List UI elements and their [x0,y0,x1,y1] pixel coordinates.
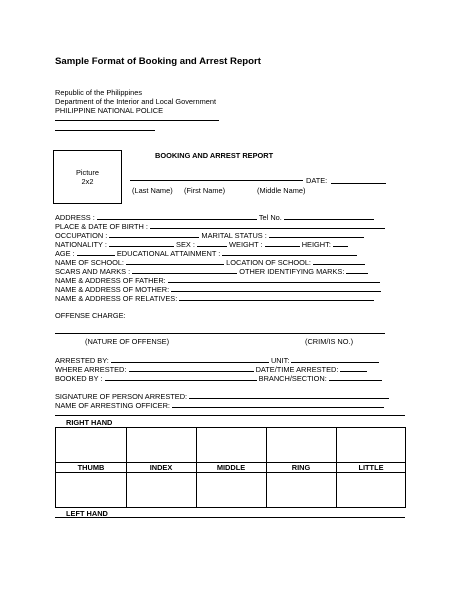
arrested-by-field[interactable] [111,355,269,363]
marital-status-field[interactable] [269,230,364,238]
finger-label-thumb: THUMB [77,463,105,472]
last-name-caption: (Last Name) [132,186,173,195]
unit-label: UNIT: [270,356,290,365]
height-field[interactable] [333,239,348,247]
sex-field[interactable] [197,239,227,247]
arresting-officer-label: NAME OF ARRESTING OFFICER: [55,401,170,410]
offense-charge-label: OFFENSE CHARGE: [55,311,126,320]
finger-label-ring: RING [291,463,311,472]
branch-section-field[interactable] [329,373,382,381]
occupation-label: OCCUPATION : [55,231,108,240]
address-label: ADDRESS : [55,213,95,222]
relatives-label: NAME & ADDRESS OF RELATIVES: [55,294,178,303]
place-date-birth-field[interactable] [150,221,385,229]
address-field[interactable] [97,212,257,220]
label-row-bottom [56,472,405,473]
weight-label: WEIGHT : [229,240,263,249]
other-marks-label: OTHER IDENTIFYING MARKS: [239,267,345,276]
marital-status-label: MARITAL STATUS : [201,231,267,240]
nationality-field[interactable] [109,239,174,247]
offense-field[interactable] [55,333,385,334]
location-of-school-field[interactable] [313,257,365,265]
fingerprint-table [55,427,406,508]
date-time-arrested-label: DATE/TIME ARRESTED: [255,365,339,374]
other-marks-field[interactable] [346,266,368,274]
mother-label: NAME & ADDRESS OF MOTHER: [55,285,170,294]
name-line[interactable] [130,180,303,181]
unit-field[interactable] [291,355,379,363]
tel-field[interactable] [284,212,374,220]
educational-attainment-field[interactable] [222,248,357,256]
mother-field[interactable] [171,284,381,292]
report-title: BOOKING AND ARREST REPORT [155,151,274,160]
signature-person-arrested-label: SIGNATURE OF PERSON ARRESTED: [55,392,188,401]
father-field[interactable] [168,275,380,283]
relatives-field[interactable] [179,293,374,301]
header-pnp: PHILIPPINE NATIONAL POLICE [55,106,164,115]
place-date-birth-label: PLACE & DATE OF BIRTH : [55,222,148,231]
fingerprint-top-rule [55,415,405,416]
date-field[interactable] [331,183,386,184]
arresting-officer-row [55,400,384,410]
location-of-school-label: LOCATION OF SCHOOL: [226,258,311,267]
middle-name-caption: (Middle Name) [257,186,306,195]
right-hand-label: RIGHT HAND [66,418,113,427]
crim-no-caption: (CRIM/IS NO.) [305,337,354,346]
header-department: Department of the Interior and Local Government [55,97,217,106]
finger-label-little: LITTLE [358,463,384,472]
tel-label: Tel No. [258,213,282,222]
date-label: DATE: [306,176,328,185]
picture-size-label: 2x2 [81,177,94,186]
arrested-by-label: ARRESTED BY: [55,356,109,365]
nationality-label: NATIONALITY : [55,240,107,249]
arresting-officer-field[interactable] [172,400,384,408]
header-line-1 [55,120,219,121]
where-arrested-label: WHERE ARRESTED: [55,365,127,374]
age-label: AGE : [55,249,75,258]
booked-by-field[interactable] [105,373,257,381]
date-time-arrested-field[interactable] [340,364,367,372]
branch-section-label: BRANCH/SECTION: [258,374,327,383]
age-field[interactable] [77,248,115,256]
fingerprint-bottom-rule [55,517,405,518]
header-republic: Republic of the Philippines [55,88,143,97]
weight-field[interactable] [265,239,300,247]
height-label: HEIGHT: [301,240,331,249]
first-name-caption: (First Name) [184,186,226,195]
nature-of-offense-caption: (NATURE OF OFFENSE) [85,337,170,346]
name-of-school-field[interactable] [126,257,224,265]
document-title: Sample Format of Booking and Arrest Report [55,56,261,67]
where-arrested-field[interactable] [129,364,254,372]
booked-by-row [55,373,382,383]
scars-marks-label: SCARS AND MARKS : [55,267,131,276]
left-hand-label: LEFT HAND [66,509,108,518]
educational-attainment-label: EDUCATIONAL ATTAINMENT : [116,249,221,258]
name-of-school-label: NAME OF SCHOOL: [55,258,124,267]
booked-by-label: BOOKED BY : [55,374,103,383]
finger-label-index: INDEX [149,463,173,472]
sex-label: SEX : [176,240,195,249]
occupation-field[interactable] [109,230,199,238]
relatives-row [55,293,374,303]
picture-label: Picture [75,168,99,177]
signature-person-arrested-field[interactable] [189,391,389,399]
header-line-2 [55,130,155,131]
scars-marks-field[interactable] [132,266,237,274]
father-label: NAME & ADDRESS OF FATHER: [55,276,166,285]
picture-box [53,150,122,204]
finger-label-middle: MIDDLE [216,463,246,472]
